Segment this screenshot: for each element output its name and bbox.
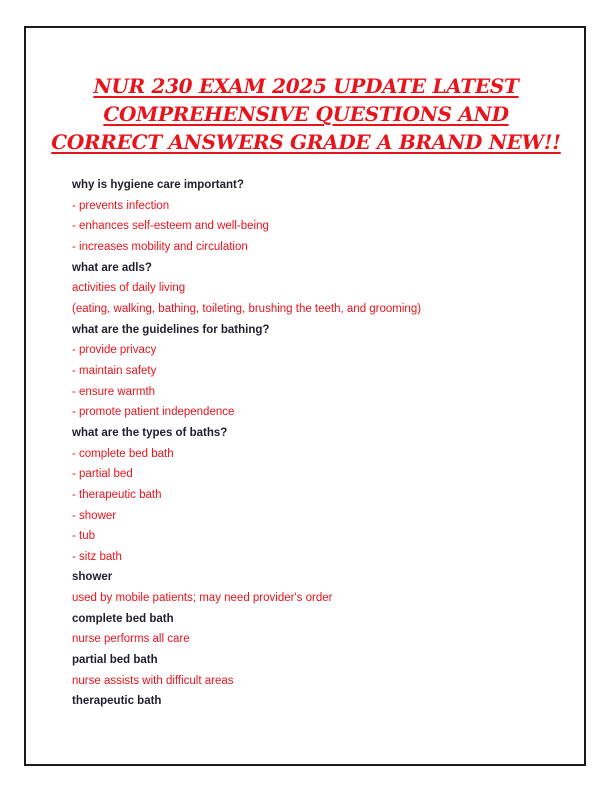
answer-line: - prevents infection <box>72 199 170 212</box>
answer-line: - increases mobility and circulation <box>72 240 248 253</box>
answer-line: activities of daily living <box>72 282 186 295</box>
document-title <box>40 72 572 156</box>
question-line: partial bed bath <box>72 654 158 667</box>
answer-line: - tub <box>72 530 96 543</box>
answer-line: used by mobile patients; may need provider's order <box>72 592 333 605</box>
answer-line: - provide privacy <box>72 344 157 357</box>
question-line: what are adls? <box>72 261 152 274</box>
answer-line: nurse assists with difficult areas <box>72 674 234 687</box>
title-line: NUR 230 EXAM 2025 UPDATE LATEST <box>93 74 519 98</box>
answer-line: - shower <box>72 509 117 522</box>
question-line: what are the guidelines for bathing? <box>72 323 270 336</box>
answer-line: nurse performs all care <box>72 633 190 646</box>
title-line: COMPREHENSIVE QUESTIONS AND <box>103 102 509 126</box>
answer-line: (eating, walking, bathing, toileting, brushing the teeth, and grooming) <box>72 302 422 315</box>
answer-line: - partial bed <box>72 468 133 481</box>
question-line: what are the types of baths? <box>72 426 228 439</box>
question-line: shower <box>72 571 113 584</box>
answer-line: - maintain safety <box>72 364 157 377</box>
answer-line: - ensure warmth <box>72 385 156 398</box>
question-line: complete bed bath <box>72 612 174 625</box>
answer-line: - complete bed bath <box>72 447 174 460</box>
answer-line: - enhances self-esteem and well-being <box>72 220 269 233</box>
qa-list <box>72 175 572 712</box>
answer-line: - sitz bath <box>72 550 122 563</box>
title-line: CORRECT ANSWERS GRADE A BRAND NEW!! <box>51 130 561 154</box>
question-line: therapeutic bath <box>72 695 162 708</box>
question-line: why is hygiene care important? <box>72 179 244 191</box>
answer-line: - therapeutic bath <box>72 488 162 501</box>
answer-line: - promote patient independence <box>72 406 235 419</box>
